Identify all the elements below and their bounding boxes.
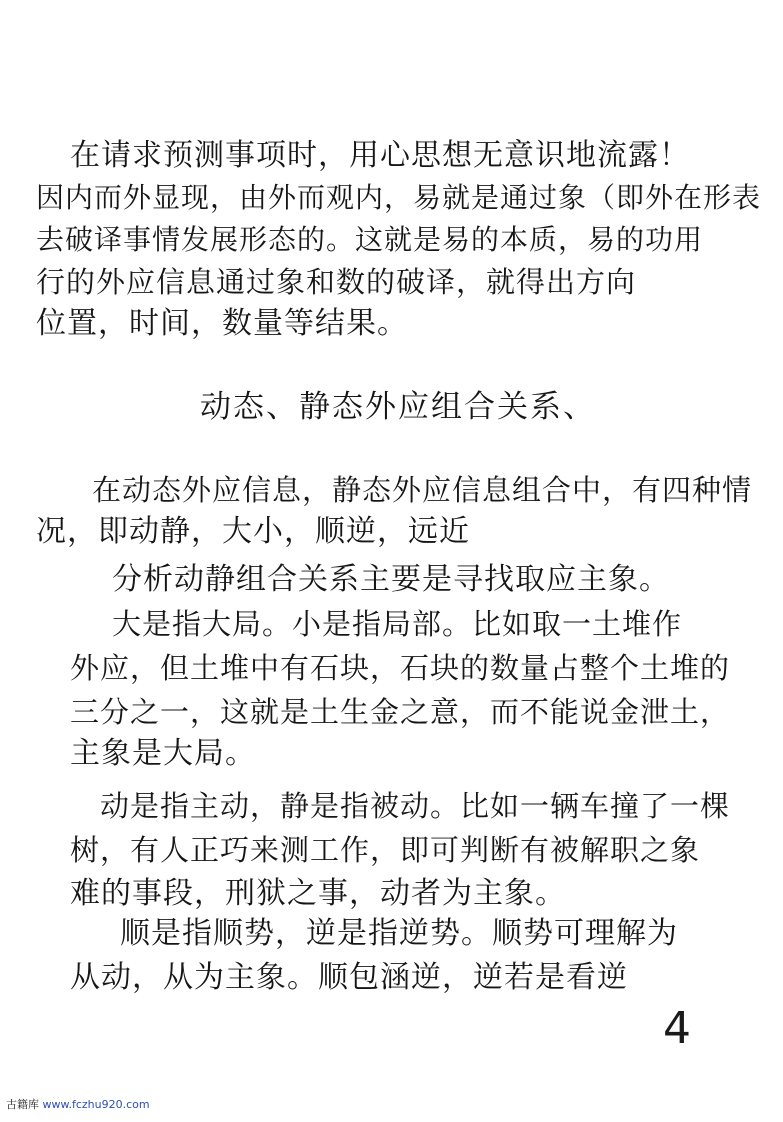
page-number: 4 xyxy=(663,1003,691,1054)
paragraph2-line1: 在动态外应信息，静态外应信息组合中，有四种情 xyxy=(92,473,753,507)
paragraph2-line3: 分析动静组合关系主要是寻找取应主象。 xyxy=(112,562,670,597)
paragraph1-line1: 在请求预测事项时，用心思想无意识地流露！ xyxy=(70,138,690,173)
watermark-site: www.fczhu920.com xyxy=(42,1098,150,1111)
paragraph3-line2: 外应，但土堆中有石块，石块的数量占整个土堆的 xyxy=(70,651,731,685)
paragraph1-line2: 因内而外显现，由外而观内，易就是通过象（即外在形表 xyxy=(36,181,762,214)
paragraph1-line5: 位置，时间，数量等结果。 xyxy=(36,306,408,341)
paragraph5-line1: 顺是指顺势，逆是指逆势。顺势可理解为 xyxy=(120,916,678,951)
watermark xyxy=(6,1098,150,1112)
paragraph3-line4: 主象是大局。 xyxy=(70,736,256,771)
paragraph1-line4: 行的外应信息通过象和数的破译，就得出方向 xyxy=(36,265,637,299)
paragraph4-line2: 树，有人正巧来测工作，即可判断有被解职之象 xyxy=(70,833,701,867)
paragraph3-line1: 大是指大局。小是指局部。比如取一土堆作 xyxy=(112,607,683,641)
paragraph5-line2: 从动，从为主象。顺包涵逆，逆若是看逆 xyxy=(70,960,628,995)
paragraph2-line2: 况，即动静，大小，顺逆，远近 xyxy=(36,514,470,549)
paragraph4-line3: 难的事段，刑狱之事，动者为主象。 xyxy=(70,876,566,911)
paragraph4-line1: 动是指主动，静是指被动。比如一辆车撞了一棵 xyxy=(100,789,731,823)
paragraph3-line3: 三分之一，这就是土生金之意，而不能说金泄土， xyxy=(70,695,731,729)
section-heading: 动态、静态外应组合关系、 xyxy=(200,389,596,425)
paragraph1-line3: 去破译事情发展形态的。这就是易的本质，易的功用 xyxy=(36,223,704,256)
watermark-prefix: 古籍库 xyxy=(6,1098,39,1111)
